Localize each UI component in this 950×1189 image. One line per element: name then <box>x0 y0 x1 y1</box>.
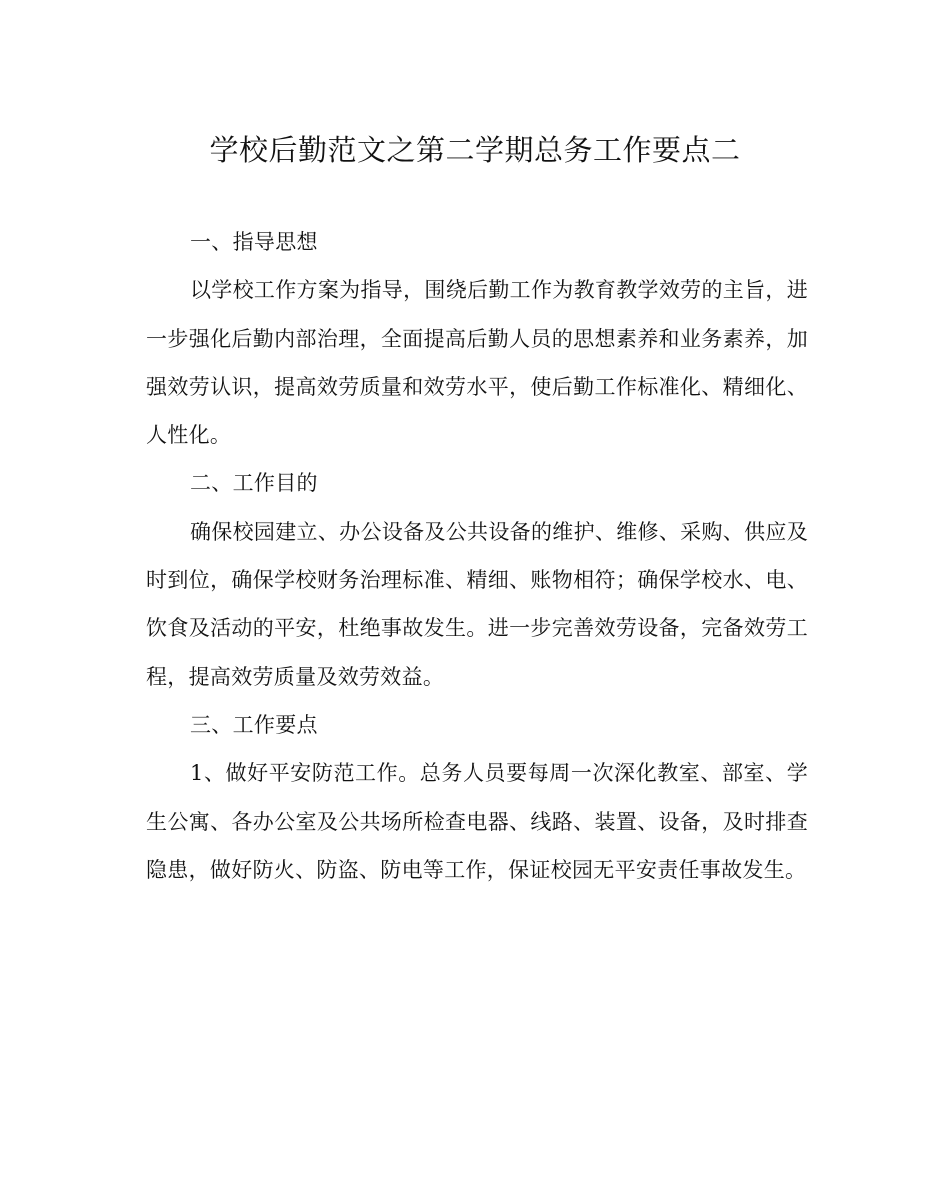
section-paragraph-work-goals: 确保校园建立、办公设备及公共设备的维护、维修、采购、供应及时到位，确保学校财务治理标准、精细、账物相符；确保学校水、电、饮食及活动的平安，杜绝事故发生。进一步完善效劳设备，完备效劳工程，提高效劳质量及效劳效益。 <box>146 519 808 689</box>
section-heading-work-points: 三、工作要点 <box>190 712 318 737</box>
document-title: 学校后勤范文之第二学期总务工作要点二 <box>209 133 741 167</box>
section-heading-guiding-thought: 一、指导思想 <box>190 230 318 254</box>
section-heading-work-goals: 二、工作目的 <box>190 471 318 496</box>
document-body <box>146 218 808 894</box>
section-paragraph-guiding-thought: 以学校工作方案为指导，围绕后勤工作为教育教学效劳的主旨，进一步强化后勤内部治理，全面提高后勤人员的思想素养和业务素养，加强效劳认识，提高效劳质量和效劳水平，使后勤工作标准化、精细化、人性化。 <box>146 278 808 448</box>
section-paragraph-work-points: 1、做好平安防范工作。总务人员要每周一次深化教室、部室、学生公寓、各办公室及公共场所检查电器、线路、装置、设备，及时排查隐患，做好防火、防盗、防电等工作，保证校园无平安责任事故发生。 <box>146 761 808 882</box>
